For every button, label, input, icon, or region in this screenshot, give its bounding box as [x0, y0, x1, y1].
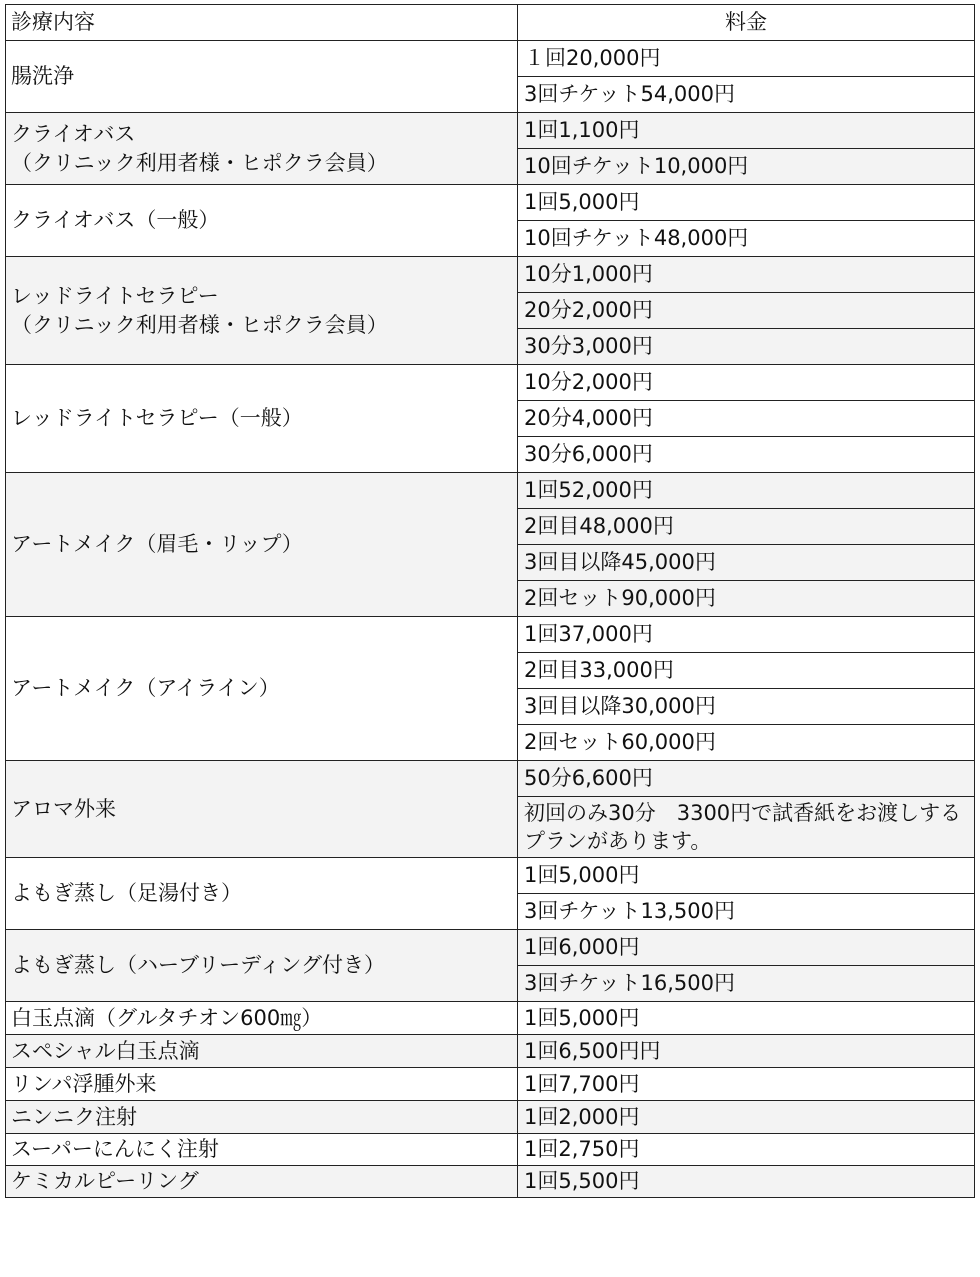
- price-cell: 20分2,000円: [518, 293, 975, 329]
- price-cell: 1回5,500円: [518, 1166, 975, 1198]
- header-row: [6, 5, 975, 41]
- price-cell: １回20,000円: [518, 41, 975, 77]
- price-cell: 30分3,000円: [518, 329, 975, 365]
- table-row: [6, 473, 975, 509]
- price-cell: 1回6,000円: [518, 930, 975, 966]
- price-cell: 1回5,000円: [518, 858, 975, 894]
- table-row: [6, 1002, 975, 1035]
- treatment-name: アートメイク（アイライン）: [6, 617, 518, 761]
- treatment-name: アートメイク（眉毛・リップ）: [6, 473, 518, 617]
- price-cell: 10分2,000円: [518, 365, 975, 401]
- table-row: [6, 185, 975, 221]
- header-treatment: 診療内容: [6, 5, 518, 41]
- price-cell: 1回6,500円円: [518, 1035, 975, 1068]
- price-cell: 30分6,000円: [518, 437, 975, 473]
- treatment-name: リンパ浮腫外来: [6, 1068, 518, 1101]
- price-cell: 2回目48,000円: [518, 509, 975, 545]
- price-cell: 3回チケット16,500円: [518, 966, 975, 1002]
- treatment-name: ケミカルピーリング: [6, 1166, 518, 1198]
- price-cell: 1回5,000円: [518, 185, 975, 221]
- treatment-name: ニンニク注射: [6, 1101, 518, 1134]
- header-price: 料金: [518, 5, 975, 41]
- price-cell: 3回目以降30,000円: [518, 689, 975, 725]
- price-cell: 1回52,000円: [518, 473, 975, 509]
- treatment-name: よもぎ蒸し（足湯付き）: [6, 858, 518, 930]
- table-body: [6, 41, 975, 1198]
- treatment-name: クライオバス（一般）: [6, 185, 518, 257]
- treatment-name: 白玉点滴（グルタチオン600㎎）: [6, 1002, 518, 1035]
- price-cell: 10回チケット48,000円: [518, 221, 975, 257]
- price-cell: 2回セット90,000円: [518, 581, 975, 617]
- price-cell: 1回37,000円: [518, 617, 975, 653]
- treatment-name: 腸洗浄: [6, 41, 518, 113]
- table-row: [6, 761, 975, 797]
- treatment-name: クライオバス （クリニック利用者様・ヒポクラ会員）: [6, 113, 518, 185]
- table-row: [6, 1101, 975, 1134]
- price-cell: 2回目33,000円: [518, 653, 975, 689]
- table-row: [6, 41, 975, 77]
- table-row: [6, 858, 975, 894]
- price-cell: 1回1,100円: [518, 113, 975, 149]
- price-cell: 初回のみ30分 3300円で試香紙をお渡しするプランがあります。: [518, 797, 975, 858]
- price-cell: 1回2,000円: [518, 1101, 975, 1134]
- price-cell: 3回チケット13,500円: [518, 894, 975, 930]
- price-cell: 50分6,600円: [518, 761, 975, 797]
- price-cell: 2回セット60,000円: [518, 725, 975, 761]
- table-row: [6, 1134, 975, 1166]
- price-cell: 1回2,750円: [518, 1134, 975, 1166]
- price-cell: 1回7,700円: [518, 1068, 975, 1101]
- treatment-name: レッドライトセラピー （クリニック利用者様・ヒポクラ会員）: [6, 257, 518, 365]
- price-cell: 10回チケット10,000円: [518, 149, 975, 185]
- price-table: [5, 4, 975, 1198]
- treatment-name: よもぎ蒸し（ハーブリーディング付き）: [6, 930, 518, 1002]
- table-row: [6, 113, 975, 149]
- treatment-name: アロマ外来: [6, 761, 518, 858]
- price-cell: 20分4,000円: [518, 401, 975, 437]
- treatment-name: レッドライトセラピー（一般）: [6, 365, 518, 473]
- table-row: [6, 1035, 975, 1068]
- table-row: [6, 257, 975, 293]
- table-row: [6, 617, 975, 653]
- table-row: [6, 365, 975, 401]
- price-cell: 10分1,000円: [518, 257, 975, 293]
- treatment-name: スペシャル白玉点滴: [6, 1035, 518, 1068]
- price-cell: 3回目以降45,000円: [518, 545, 975, 581]
- treatment-name: スーパーにんにく注射: [6, 1134, 518, 1166]
- price-cell: 3回チケット54,000円: [518, 77, 975, 113]
- table-row: [6, 1068, 975, 1101]
- table-row: [6, 1166, 975, 1198]
- price-cell: 1回5,000円: [518, 1002, 975, 1035]
- table-row: [6, 930, 975, 966]
